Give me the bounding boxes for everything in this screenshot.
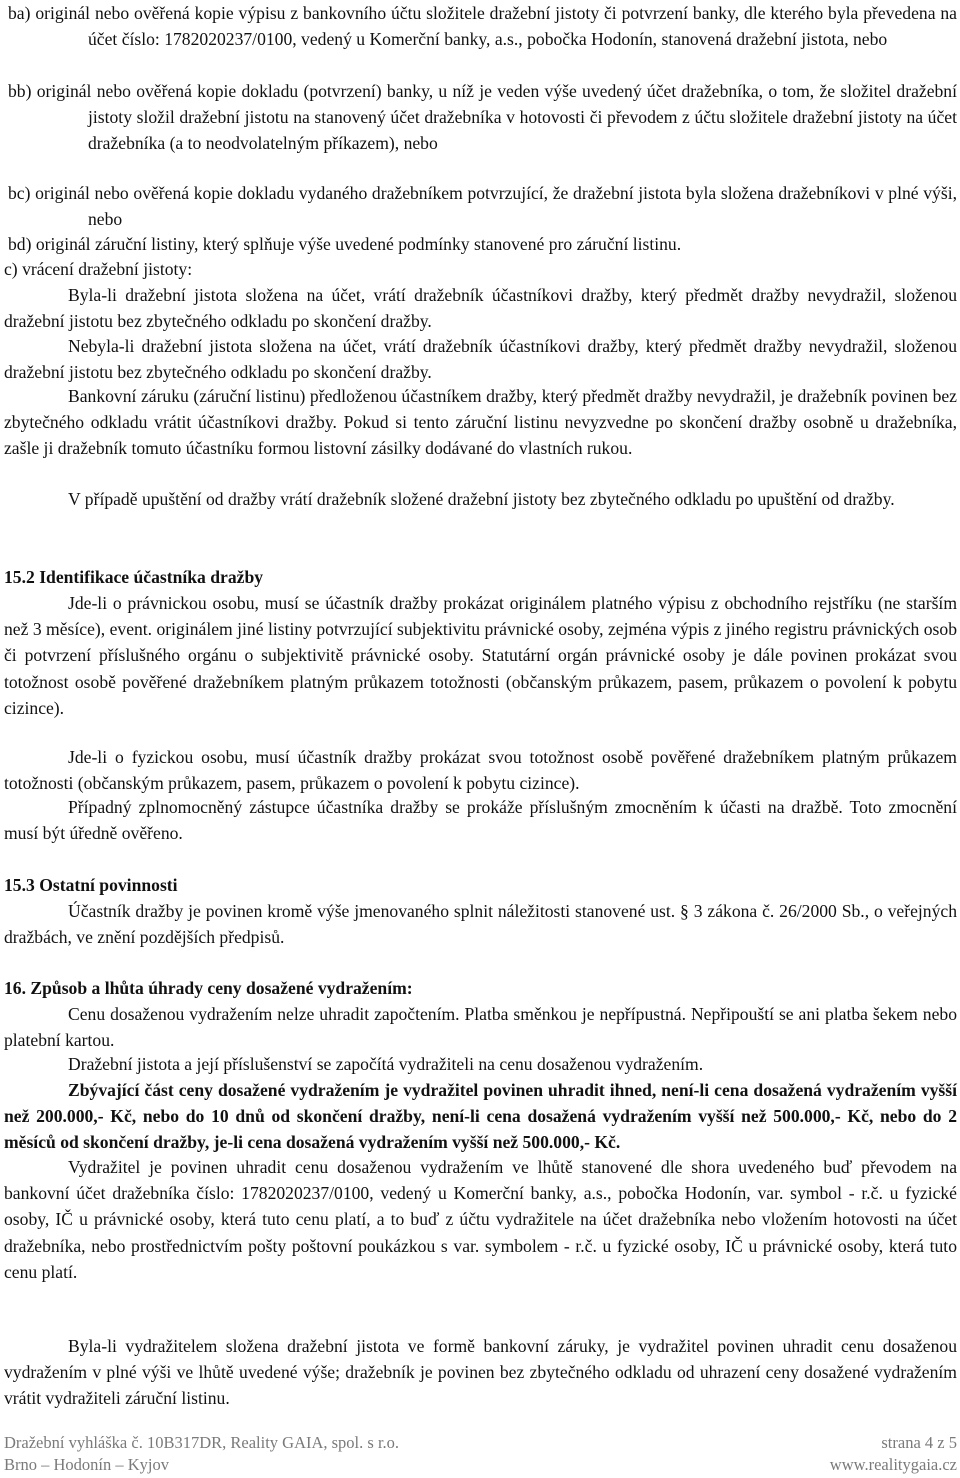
item-ba: ba) originál nebo ověřená kopie výpisu z bankovního účtu složitele dražební jistoty či potvrzení banky, dle kterého byla převedena na účet číslo: 1782020237/0100, vedený u Komerční banky, a.s., pobočka Hodonín, stanovená dražební jistota, nebo	[8, 3, 957, 50]
paragraph-15-2-b: Jde-li o fyzickou osobu, musí účastník dražby prokázat svou totožnost osobě pověřené dražebníkem platným průkazem totožnosti (občanským průkazem, pasem, průkazem o povolení k pobytu cizince).	[4, 747, 957, 794]
paragraph-15-2-c: Případný zplnomocněný zástupce účastníka dražby se prokáže příslušným zmocněním k účasti na dražbě. Toto zmocnění musí být úředně ověřeno.	[4, 797, 957, 844]
footer-website-link[interactable]: www.realitygaia.cz	[829, 1455, 957, 1474]
item-bb: bb) originál nebo ověřená kopie dokladu (potvrzení) banky, u níž je veden výše uvedený účet dražebníka, o tom, že složitel dražební jistoty složil dražební jistotu na stanovený účet dražebníka v hotovosti či převodem z účtu složitele dražební jistoty na účet dražebníka (a to neodvolatelným příkazem), nebo	[8, 81, 957, 154]
footer-right	[830, 1432, 957, 1476]
paragraph-16-e: Byla-li vydražitelem složena dražební jistota ve formě bankovní záruky, je vydražitel povinen uhradit cenu dosaženou vydražením v plné výši ve lhůtě uvedené výše; dražebník je povinen bez zbytečného odkladu od uhrazení ceny dosažené vydražením vrátit vydražiteli záruční listinu.	[4, 1336, 957, 1409]
paragraph-15-2-a: Jde-li o právnickou osobu, musí se účastník dražby prokázat originálem platného výpisu z obchodního rejstříku (ne starším než 3 měsíce), event. originálem jiné listiny potvrzující subjektivitu právnické osoby, zejména výpis z jiného registru právnických osob či potvrzení příslušného orgánu o subjektivitě právnické osoby. Statutární orgán právnické osoby je dále povinen prokázat svou totožnost osobě pověřené dražebníkem platným průkazem totožnosti (občanským průkazem, pasem, průkazem o povolení k pobytu cizince).	[4, 593, 957, 718]
paragraph-16-b: Dražební jistota a její příslušenství se započítá vydražiteli na cenu dosaženou vydražením.	[68, 1054, 704, 1074]
section-heading-15-3: 15.3 Ostatní povinnosti	[4, 875, 178, 895]
section-heading-15-2: 15.2 Identifikace účastníka dražby	[4, 567, 264, 587]
section-heading-16: 16. Způsob a lhůta úhrady ceny dosažené vydražením:	[4, 978, 413, 998]
item-c-heading: c) vrácení dražební jistoty:	[4, 259, 193, 279]
paragraph-refund-2: Nebyla-li dražební jistota složena na účet, vrátí dražebník účastníkovi dražby, který předmět dražby nevydražil, složenou dražební jistotu bez zbytečného odkladu po skončení dražby.	[4, 336, 957, 383]
paragraph-refund-4: V případě upuštění od dražby vrátí dražebník složené dražební jistoty bez zbytečného odkladu po upuštění od dražby.	[68, 489, 895, 509]
paragraph-15-3: Účastník dražby je povinen kromě výše jmenovaného splnit náležitosti stanovené ust. § 3 zákona č. 26/2000 Sb., o veřejných dražbách, ve znění pozdějších předpisů.	[4, 901, 957, 948]
footer-document-id: Dražební vyhláška č. 10B317DR, Reality GAIA, spol. s r.o.	[4, 1433, 400, 1452]
paragraph-16-c: Zbývající část ceny dosažené vydražením je vydražitel povinen uhradit ihned, není-li cena dosažená vydražením vyšší než 200.000,- Kč, nebo do 10 dnů od skončení dražby, není-li cena dosažená vydražením vyšší než 500.000,- Kč, nebo do 2 měsíců od skončení dražby, je-li cena dosažená vydražením vyšší než 500.000,- Kč.	[4, 1080, 957, 1153]
paragraph-16-d: Vydražitel je povinen uhradit cenu dosaženou vydražením ve lhůtě stanovené dle shora uvedeného buď převodem na bankovní účet dražebníka číslo: 1782020237/0100, vedený u Komerční banky, a.s., pobočka Hodonín, var. symbol - r.č. u fyzické osoby, IČ u právnické osoby, která tuto cenu platí, a to buď z účtu vydražitele na účet dražebníka nebo vložením hotovosti na účet dražebníka, nebo prostřednictvím pošty poštovní poukázkou s var. symbolem - r.č. u fyzické osoby, IČ u právnické osoby, která tuto cenu platí.	[4, 1157, 957, 1282]
paragraph-refund-1: Byla-li dražební jistota složena na účet, vrátí dražebník účastníkovi dražby, který předmět dražby nevydražil, složenou dražební jistotu bez zbytečného odkladu po skončení dražby.	[4, 285, 957, 332]
footer-offices: Brno – Hodonín – Kyjov	[4, 1455, 169, 1474]
item-bc: bc) originál nebo ověřená kopie dokladu vydaného dražebníkem potvrzující, že dražební jistota byla složena dražebníkovi v plné výši, nebo	[8, 183, 957, 230]
paragraph-16-a: Cenu dosaženou vydražením nelze uhradit započtením. Platba směnkou je nepřípustná. Nepřipouští se ani platba šekem nebo platební kartou.	[4, 1004, 957, 1051]
paragraph-refund-3: Bankovní záruku (záruční listinu) předloženou účastníkem dražby, který předmět dražby nevydražil, je dražebník povinen bez zbytečného odkladu vrátit účastníkovi dražby. Pokud si tento záruční listinu nevyzvedne po skončení dražby osobně u dražebníka, zašle ji dražebník tomuto účastníku formou listovní zásilky dodávané do vlastních rukou.	[4, 386, 957, 459]
item-bd: bd) originál záruční listiny, který splňuje výše uvedené podmínky stanovené pro záruční listinu.	[8, 234, 682, 254]
footer	[4, 1432, 957, 1476]
footer-page-number: strana 4 z 5	[881, 1433, 957, 1452]
